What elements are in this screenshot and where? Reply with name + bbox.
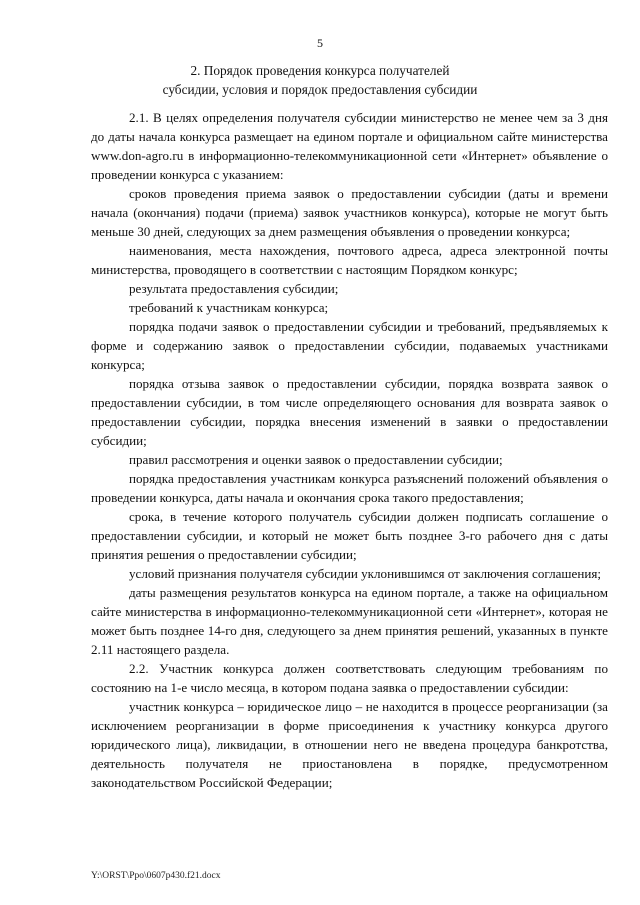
list-item-evaluation-rules: правил рассмотрения и оценки заявок о предоставлении субсидии;	[129, 452, 503, 467]
list-item-legal-entity-status: участник конкурса – юридическое лицо – не находится в процессе реорганизации (за исключением реорганизации в форме присоединения к участнику конкурса другого юридического лица), ликвидации, в отношении него не введена процедура банкротства, деятельность получателя не приостановлена в порядке, предусмотренном законодательством Российской Федерации;	[91, 699, 608, 790]
list-item-clarifications: порядка предоставления участникам конкурса разъяснений положений объявления о проведении конкурса, даты начала и окончания срока такого предоставления;	[91, 471, 608, 505]
file-path-footer: Y:\ORST\Ppo\0607p430.f21.docx	[91, 871, 221, 881]
list-item-requirements: требований к участникам конкурса;	[129, 300, 329, 315]
section-heading	[0, 61, 640, 99]
list-item-deadlines: сроков проведения приема заявок о предоставлении субсидии (даты и времени начала (окончания) подачи (приема) заявок участников конкурса), которые не могут быть меньше 30 дней, следующих за днем размещения объявления о проведении конкурса;	[91, 186, 608, 239]
list-item-submission-procedure: порядка подачи заявок о предоставлении субсидии и требований, предъявляемых к форме и содержанию заявок о предоставлении субсидии, подаваемых участниками конкурса;	[91, 319, 608, 372]
document-body	[91, 108, 608, 792]
list-item-evasion-conditions: условий признания получателя субсидии уклонившимся от заключения соглашения;	[129, 566, 601, 581]
paragraph-2-1: 2.1. В целях определения получателя субсидии министерство не менее чем за 3 дня до даты начала конкурса размещает на едином портале и официальном сайте министерства www.don-agro.ru в информационно-телекоммуникационной сети «Интернет» объявление о проведении конкурса с указанием:	[91, 110, 608, 182]
list-item-withdrawal-procedure: порядка отзыва заявок о предоставлении субсидии, порядка возврата заявок о предоставлении субсидии, в том числе определяющего основания для возврата заявок о предоставлении субсидии, порядка внесения изменений в заявки о предоставлении субсидии;	[91, 376, 608, 448]
list-item-ministry-details: наименования, места нахождения, почтового адреса, адреса электронной почты министерства, проводящего в соответствии с настоящим Порядком конкурс;	[91, 243, 608, 277]
list-item-result: результата предоставления субсидии;	[129, 281, 339, 296]
paragraph-2-2: 2.2. Участник конкурса должен соответствовать следующим требованиям по состоянию на 1-е число месяца, в котором подана заявка о предоставлении субсидии:	[91, 661, 608, 695]
section-heading-line-1: 2. Порядок проведения конкурса получателей	[190, 63, 450, 78]
section-heading-line-2: субсидии, условия и порядок предоставления субсидии	[162, 82, 478, 97]
list-item-results-publication: даты размещения результатов конкурса на едином портале, а также на официальном сайте министерства в информационно-телекоммуникационной сети «Интернет», которая не может быть позднее 14-го дня, следующего за днем принятия решений, указанных в пункте 2.11 настоящего раздела.	[91, 585, 608, 657]
page-number: 5	[317, 36, 323, 50]
list-item-signing-deadline: срока, в течение которого получатель субсидии должен подписать соглашение о предоставлении субсидии, и который не может быть позднее 3-го рабочего дня с даты принятия решения о предоставлении субсидии;	[91, 509, 608, 562]
